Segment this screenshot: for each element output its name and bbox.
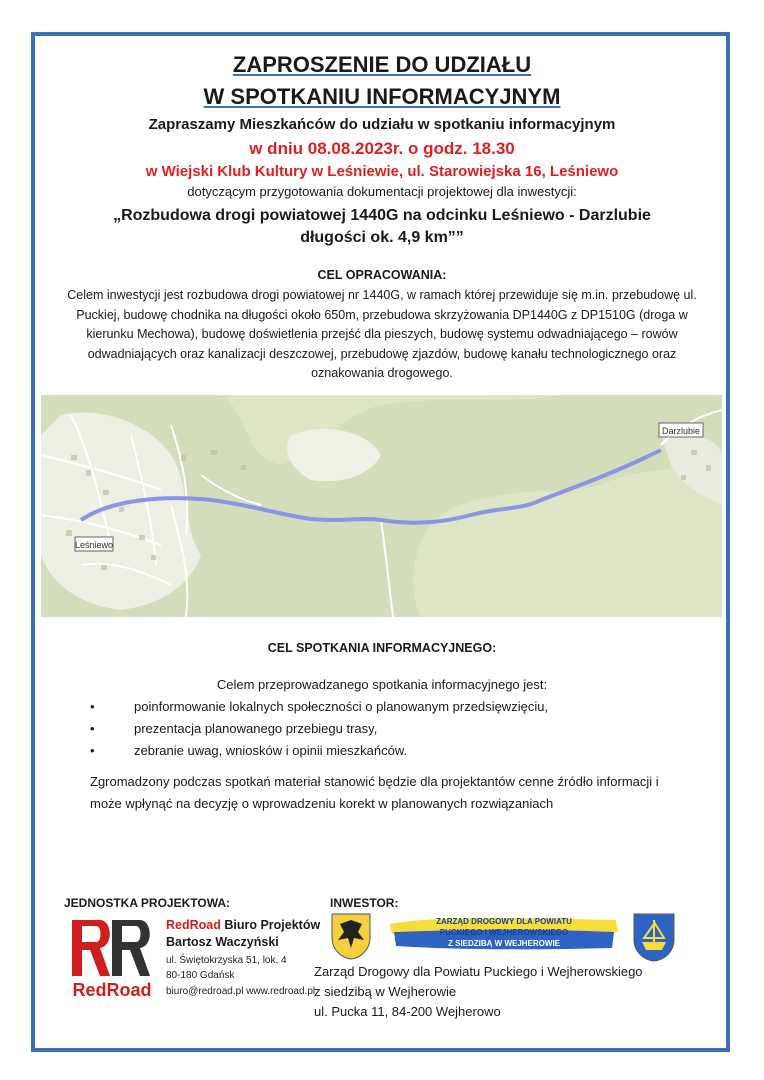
redroad-logo (66, 918, 158, 1000)
route-map (41, 395, 722, 617)
investor-name (314, 962, 643, 1022)
svg-text:ZARZĄD DROGOWY DLA POWIATU: ZARZĄD DROGOWY DLA POWIATU (436, 917, 572, 926)
investor-name-line-1: Zarząd Drogowy dla Powiatu Puckiego i Wejherowskiego (314, 964, 643, 979)
design-unit-label: JEDNOSTKA PROJEKTOWA: (64, 896, 231, 910)
meeting-intro: Celem przeprowadzanego spotkania informacyjnego jest: (216, 677, 548, 692)
redroad-address-1: ul. Świętokrzyska 51, lok. 4 (166, 955, 287, 966)
investor-banner (388, 914, 620, 952)
title-line-1: ZAPROSZENIE DO UDZIAŁU (232, 52, 532, 77)
project-title (0, 205, 764, 249)
bullet: • (90, 743, 95, 758)
list-item: • prezentacja planowanego przebiegu trasy, (90, 718, 548, 740)
meeting-heading: CEL SPOTKANIA INFORMACYJNEGO: (267, 641, 497, 655)
meeting-date: w dniu 08.08.2023r. o godz. 18.30 (249, 139, 515, 158)
title-line-2: W SPOTKANIU INFORMACYJNYM (203, 84, 561, 109)
project-title-line-1: „Rozbudowa drogi powiatowej 1440G na odcinku Leśniewo - Darzlubie (113, 207, 651, 224)
county-crest-icon (330, 912, 372, 960)
goal-heading: CEL OPRACOWANIA: (317, 268, 447, 282)
project-title-line-2: długości ok. 4,9 km”” (300, 229, 464, 246)
bullet: • (90, 699, 95, 714)
redroad-address-2: 80-180 Gdańsk (166, 970, 235, 981)
bullet: • (90, 721, 95, 736)
closing-text: Zgromadzony podczas spotkań materiał stanowić będzie dla projektantów cenne źródło informacji i może wpłynąć na decyzję o wprowadzeniu korekt w planowanych rozwiązaniach (90, 774, 659, 811)
investor-address: ul. Pucka 11, 84-200 Wejherowo (314, 1004, 501, 1019)
map-label-lesniewo: Leśniewo (74, 540, 114, 550)
svg-text:RedRoad: RedRoad (72, 980, 152, 1000)
svg-text:PUCKIEGO I WEJHEROWSKIEGO: PUCKIEGO I WEJHEROWSKIEGO (439, 928, 569, 937)
list-item: • poinformowanie lokalnych społeczności o planowanym przedsięwzięciu, (90, 696, 548, 718)
list-item: • zebranie uwag, wniosków i opinii mieszkańców. (90, 740, 548, 762)
investor-name-line-2: z siedzibą w Wejherowie (314, 984, 457, 999)
investor-label: INWESTOR: (330, 896, 399, 910)
redroad-company: RedRoad Biuro Projektów (166, 918, 321, 932)
meeting-place: w Wiejski Klub Kultury w Leśniewie, ul. Starowiejska 16, Leśniewo (145, 163, 619, 180)
svg-text:Z SIEDZIBĄ W WEJHEROWIE: Z SIEDZIBĄ W WEJHEROWIE (448, 939, 560, 948)
wejherowo-crest-icon (632, 912, 676, 962)
concern-text: dotyczącym przygotowania dokumentacji projektowej dla inwestycji: (187, 184, 577, 199)
meeting-list (90, 696, 548, 762)
invite-text: Zapraszamy Mieszkańców do udziału w spotkaniu informacyjnym (148, 116, 616, 133)
redroad-contact: biuro@redroad.pl www.redroad.pl (166, 986, 316, 997)
map-label-darzlubie: Darzlubie (661, 426, 701, 436)
redroad-person: Bartosz Waczyński (166, 935, 279, 949)
goal-text: Celem inwestycji jest rozbudowa drogi powiatowej nr 1440G, w ramach której przewiduje się m.in. przebudowę ul. Puckiej, budowę chodnika na długości około 650m, przebudowa skrzyżowania DP1440G z DP1510G (droga w kierunku Mechowa), budowę doświetlenia przejść dla pieszych, budowę systemu odwadniającego – rowów odwadniających oraz kanalizacji deszczowej, przebudowę zjazdów, budowę kanału technologicznego oraz oznakowania drogowego. (67, 288, 697, 380)
map-image (41, 395, 722, 617)
